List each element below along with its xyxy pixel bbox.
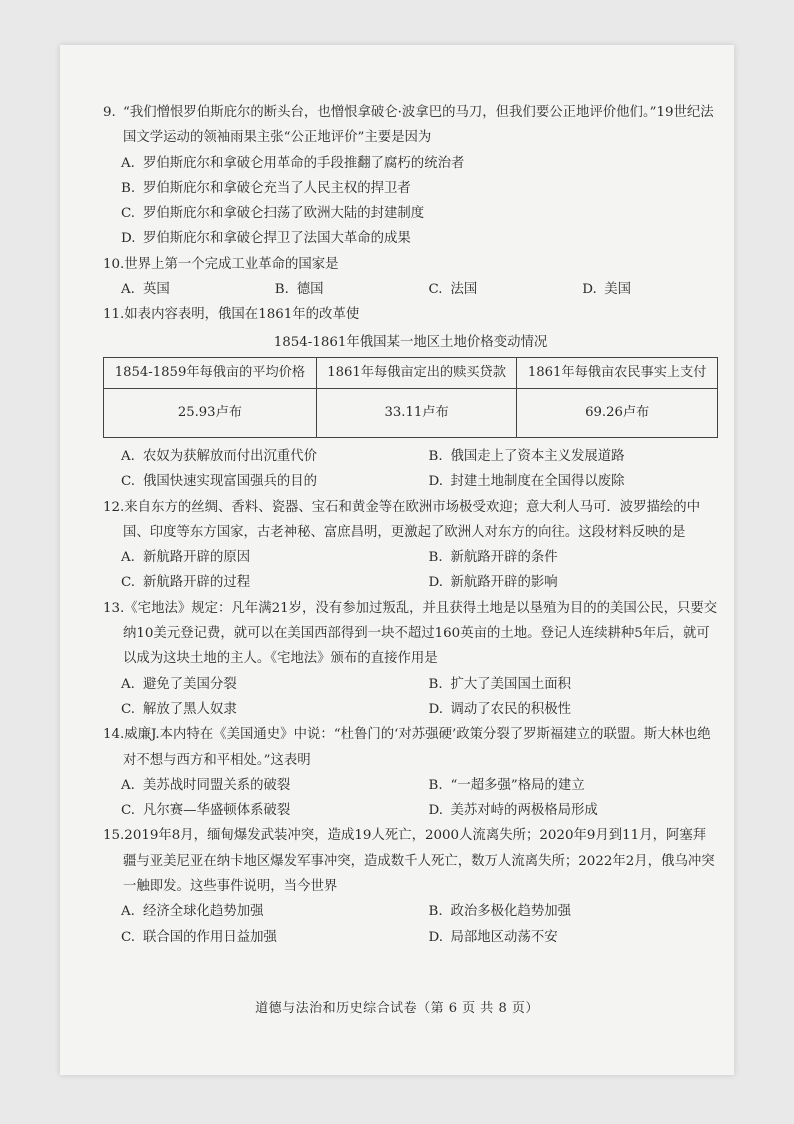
table-header-cell: 1861年每俄亩定出的赎买贷款 <box>316 357 517 388</box>
table-header-row <box>104 357 718 388</box>
table-row <box>104 388 718 437</box>
option-a: A. 经济全球化趋势加强 <box>121 904 264 920</box>
page-footer: 道德与法治和历史综合试卷（第 6 页 共 8 页） <box>255 1001 539 1016</box>
question-15 <box>103 823 718 949</box>
option-b: B. 新航路开辟的条件 <box>428 550 558 566</box>
option-d: D. 罗伯斯庇尔和拿破仑捍卫了法国大革命的成果 <box>121 231 411 247</box>
question-number: 12. <box>103 499 125 515</box>
table-cell: 33.11卢布 <box>316 388 517 437</box>
options-row <box>103 444 718 469</box>
question-9 <box>103 100 718 252</box>
question-stem: 《宅地法》规定：凡年满21岁，没有参加过叛乱，并且获得土地是以垦殖为目的的美国公民，只要交纳10美元登记费，就可以在美国西部得到一块不超过160英亩的土地。登记人连续耕种5年后，就可以成为这块土地的主人。《宅地法》颁布的直接作用是 <box>123 600 718 667</box>
option-a: A. 新航路开辟的原因 <box>121 550 251 566</box>
options-row <box>103 672 718 697</box>
option-c: C. 俄国快速实现富国强兵的目的 <box>121 474 318 490</box>
options-row <box>103 277 718 302</box>
option-c: C. 法国 <box>428 282 478 298</box>
question-stem: “我们憎恨罗伯斯庇尔的断头台，也憎恨拿破仑·波拿巴的马刀，但我们要公正地评价他们。”19世纪法国文学运动的领袖雨果主张“公正地评价”主要是因为 <box>123 105 714 146</box>
options-row <box>103 570 718 595</box>
exam-page <box>60 45 734 1075</box>
options-row <box>103 773 718 798</box>
question-11 <box>103 302 718 494</box>
land-price-table <box>103 357 718 438</box>
option-b: B. 俄国走上了资本主义发展道路 <box>428 448 625 464</box>
option-c: C. 新航路开辟的过程 <box>121 575 251 591</box>
option-b: B. 扩大了美国国土面积 <box>428 676 572 692</box>
option-c: C. 解放了黑人奴隶 <box>121 701 237 717</box>
question-number: 14. <box>103 727 125 743</box>
table-title: 1854-1861年俄国某一地区土地价格变动情况 <box>273 334 548 350</box>
options-row <box>103 899 718 924</box>
options-row <box>103 545 718 570</box>
options-row <box>103 925 718 950</box>
question-stem: 来自东方的丝绸、香料、瓷器、宝石和黄金等在欧洲市场极受欢迎；意大利人马可．波罗描绘的中国、印度等东方国家，古老神秘、富庶昌明，更激起了欧洲人对东方的向往。这段材料反映的是 <box>123 499 701 540</box>
table-header-cell: 1861年每俄亩农民事实上支付 <box>517 357 718 388</box>
option-a: A. 避免了美国分裂 <box>121 676 237 692</box>
option-b: B. 德国 <box>274 282 324 298</box>
question-number: 15. <box>103 828 125 844</box>
question-number: 11. <box>103 307 125 323</box>
question-number: 13. <box>103 600 125 616</box>
option-b: B. 政治多极化趋势加强 <box>428 904 572 920</box>
option-b: B. 罗伯斯庇尔和拿破仑充当了人民主权的捍卫者 <box>121 180 411 196</box>
question-12 <box>103 495 718 596</box>
options-row <box>103 697 718 722</box>
question-13 <box>103 596 718 722</box>
question-stem: 如表内容表明，俄国在1861年的改革使 <box>124 307 360 323</box>
option-d: D. 局部地区动荡不安 <box>428 929 558 945</box>
exam-content <box>103 100 718 950</box>
option-d: D. 新航路开辟的影响 <box>428 575 558 591</box>
option-a: A. 美苏战时同盟关系的破裂 <box>121 777 291 793</box>
option-d: D. 调动了农民的积极性 <box>428 701 572 717</box>
option-d: D. 美国 <box>582 282 632 298</box>
question-stem: 2019年8月，缅甸爆发武装冲突，造成19人死亡，2000人流离失所；2020年9月到11月，阿塞拜疆与亚美尼亚在纳卡地区爆发军事冲突，造成数千人死亡，数万人流离失所；2022年2月，俄乌冲突一触即发。这些事件说明，当今世界 <box>123 828 715 895</box>
question-stem: 世界上第一个完成工业革命的国家是 <box>124 256 339 272</box>
question-10 <box>103 252 718 303</box>
question-number: 10. <box>103 256 125 272</box>
options-row <box>103 469 718 494</box>
option-a: A. 罗伯斯庇尔和拿破仑用革命的手段推翻了腐朽的统治者 <box>121 155 465 171</box>
options-row <box>103 798 718 823</box>
option-d: D. 封建土地制度在全国得以废除 <box>428 474 625 490</box>
option-a: A. 英国 <box>121 282 170 298</box>
table-header-cell: 1854-1859年每俄亩的平均价格 <box>104 357 317 388</box>
option-c: C. 联合国的作用日益加强 <box>121 929 277 945</box>
option-c: C. 凡尔赛—华盛顿体系破裂 <box>121 803 291 819</box>
table-cell: 25.93卢布 <box>104 388 317 437</box>
option-b: B. “一超多强”格局的建立 <box>428 777 585 793</box>
table-cell: 69.26卢布 <box>517 388 718 437</box>
question-number: 9. <box>103 105 116 120</box>
question-stem: 威廉J.本内特在《美国通史》中说：“杜鲁门的‘对苏强硬’政策分裂了罗斯福建立的联盟。斯大林也绝对不想与西方和平相处。”这表明 <box>123 727 711 768</box>
option-c: C. 罗伯斯庇尔和拿破仑扫荡了欧洲大陆的封建制度 <box>121 206 425 222</box>
option-d: D. 美苏对峙的两极格局形成 <box>428 803 598 819</box>
question-14 <box>103 722 718 823</box>
option-a: A. 农奴为获解放而付出沉重代价 <box>121 448 318 464</box>
